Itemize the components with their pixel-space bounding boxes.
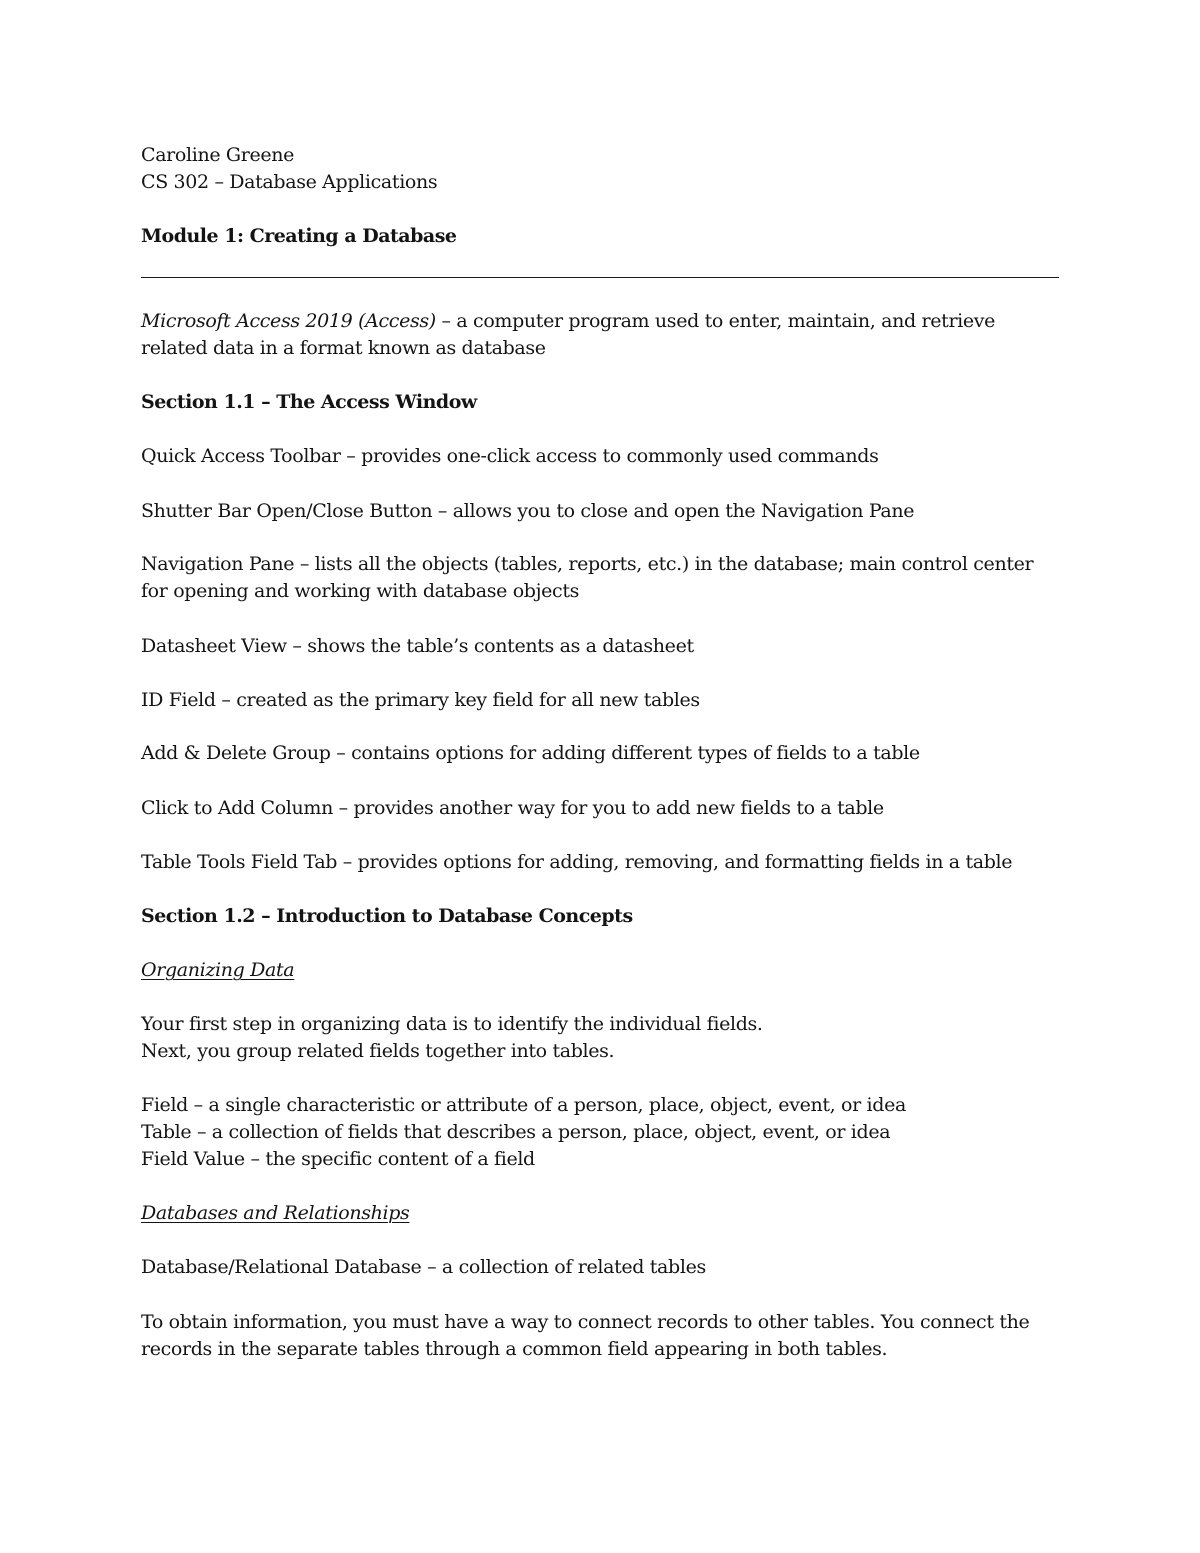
- intro-definition-line-1: [141, 308, 995, 335]
- term-navigation-pane: Navigation Pane – lists all the objects (tables, reports, etc.) in the database; main control center: [141, 553, 1034, 575]
- term-table: Table – a collection of fields that describes a person, place, object, event, or idea: [141, 1121, 891, 1143]
- intro-term: Microsoft Access 2019 (Access): [141, 310, 436, 332]
- subheading-organizing-data: Organizing Data: [141, 959, 295, 981]
- term-id-field: ID Field – created as the primary key field for all new tables: [141, 689, 700, 711]
- databases-paragraph-line-2: records in the separate tables through a common field appearing in both tables.: [141, 1338, 888, 1360]
- course-title: CS 302 – Database Applications: [141, 171, 438, 193]
- term-quick-access-toolbar: Quick Access Toolbar – provides one-click access to commonly used commands: [141, 445, 879, 467]
- horizontal-rule: [141, 277, 1059, 278]
- intro-definition: – a computer program used to enter, maintain, and retrieve: [435, 310, 996, 332]
- term-relational-database: Database/Relational Database – a collection of related tables: [141, 1256, 706, 1278]
- organizing-line-2: Next, you group related fields together into tables.: [141, 1040, 615, 1062]
- term-shutter-bar: Shutter Bar Open/Close Button – allows you to close and open the Navigation Pane: [141, 500, 915, 522]
- module-title: Module 1: Creating a Database: [141, 225, 457, 247]
- author-name: Caroline Greene: [141, 144, 295, 166]
- term-datasheet-view: Datasheet View – shows the table’s contents as a datasheet: [141, 635, 694, 657]
- subheading-databases-relationships: Databases and Relationships: [141, 1202, 410, 1224]
- section-1-2-heading: Section 1.2 – Introduction to Database Concepts: [141, 905, 633, 927]
- organizing-line-1: Your first step in organizing data is to identify the individual fields.: [141, 1013, 763, 1035]
- term-table-tools-field-tab: Table Tools Field Tab – provides options for adding, removing, and formatting fields in a table: [141, 851, 1013, 873]
- intro-definition-line-2: related data in a format known as database: [141, 337, 546, 359]
- term-add-delete-group: Add & Delete Group – contains options for adding different types of fields to a table: [141, 742, 920, 764]
- term-field: Field – a single characteristic or attribute of a person, place, object, event, or idea: [141, 1094, 906, 1116]
- term-click-to-add-column: Click to Add Column – provides another way for you to add new fields to a table: [141, 797, 884, 819]
- databases-paragraph-line-1: To obtain information, you must have a way to connect records to other tables. You connect the: [141, 1311, 1030, 1333]
- term-field-value: Field Value – the specific content of a field: [141, 1148, 535, 1170]
- section-1-1-heading: Section 1.1 – The Access Window: [141, 391, 477, 413]
- term-navigation-pane-cont: for opening and working with database objects: [141, 580, 580, 602]
